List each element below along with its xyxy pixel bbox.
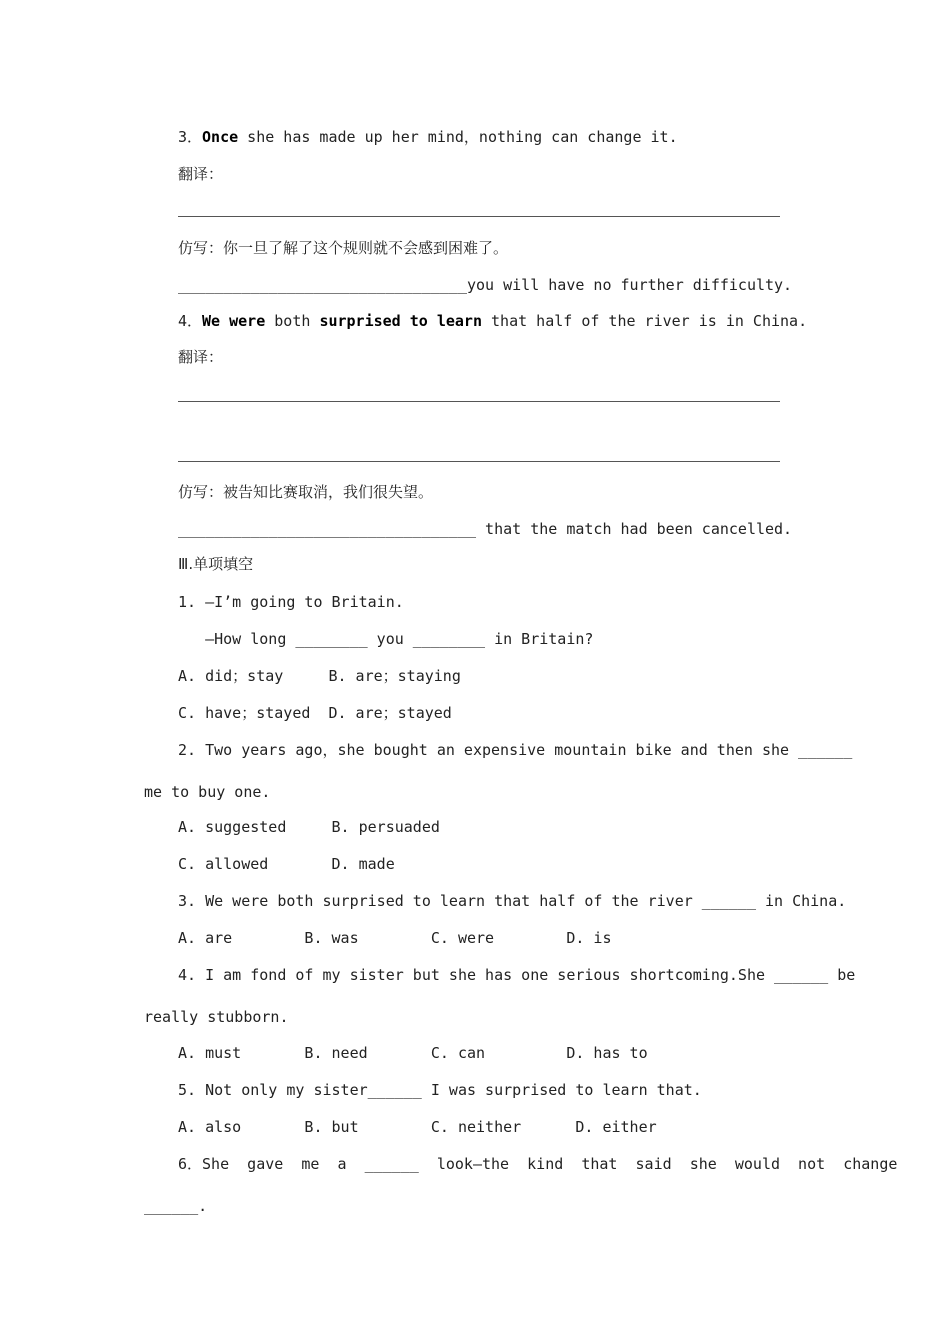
q4-keyword-surprised: surprised to learn — [319, 312, 482, 330]
mc6-stem-line2: ______. — [144, 1197, 208, 1215]
mc1-stem-line1: 1. —I’m going to Britain. — [178, 593, 404, 611]
mc4-options: A. must B. need C. can D. has to — [178, 1044, 648, 1062]
q4-sentence-mid: both — [265, 312, 320, 330]
q3-number: 3． — [178, 128, 203, 146]
mc1-stem-line2: —How long ________ you ________ in Britain? — [178, 630, 594, 648]
q3-imitate-line — [178, 275, 792, 295]
mc4-stem-line2: really stubborn. — [144, 1008, 289, 1026]
mc6-stem-line1: 6．She gave me a ______ look—the kind that said she would not change — [178, 1155, 898, 1173]
q4-translate-answer-line-2[interactable] — [178, 461, 780, 462]
q4-imitate-tail: that the match had been cancelled. — [476, 520, 793, 538]
q3-imitate-blank[interactable]: ________________________________ — [178, 276, 467, 294]
mc2-options-row1: A. suggested B. persuaded — [178, 818, 440, 836]
q4-translate-label: 翻译： — [178, 348, 224, 366]
q4-sentence — [178, 311, 807, 331]
section3-heading: Ⅲ.单项填空 — [178, 555, 254, 573]
q3-imitate-tail: you will have no further difficulty. — [466, 276, 793, 294]
q4-sentence-rest: that half of the river is in China. — [482, 312, 808, 330]
q3-sentence — [178, 127, 678, 147]
q3-sentence-rest: she has made up her mind，nothing can change it. — [238, 128, 678, 146]
mc5-options: A. also B. but C. neither D. either — [178, 1118, 657, 1136]
q3-imitate-prompt: 仿写：你一旦了解了这个规则就不会感到困难了。 — [178, 239, 509, 257]
mc1-options-row1: A. did；stay B. are；staying — [178, 667, 461, 685]
mc1-options-row2: C. have；stayed D. are；stayed — [178, 704, 452, 722]
q4-keyword-we-were: We were — [202, 312, 266, 330]
q3-translate-answer-line[interactable] — [178, 216, 780, 217]
q4-imitate-blank[interactable]: _________________________________ — [178, 520, 477, 538]
mc3-options: A. are B. was C. were D. is — [178, 929, 612, 947]
mc3-stem: 3. We were both surprised to learn that half of the river ______ in China. — [178, 892, 847, 910]
q4-translate-answer-line-1[interactable] — [178, 401, 780, 402]
mc5-stem: 5. Not only my sister______ I was surprised to learn that. — [178, 1081, 702, 1099]
q4-number: 4． — [178, 312, 203, 330]
q4-imitate-line — [178, 519, 792, 539]
mc4-stem-line1: 4. I am fond of my sister but she has one serious shortcoming.She ______ be — [178, 966, 856, 984]
q3-translate-label: 翻译： — [178, 165, 224, 183]
q3-keyword-once: Once — [202, 128, 239, 146]
mc2-options-row2: C. allowed D. made — [178, 855, 395, 873]
q4-imitate-prompt: 仿写：被告知比赛取消，我们很失望。 — [178, 483, 434, 501]
mc2-stem-line2: me to buy one. — [144, 783, 271, 801]
mc2-stem-line1: 2. Two years ago，she bought an expensive mountain bike and then she ______ — [178, 741, 853, 759]
